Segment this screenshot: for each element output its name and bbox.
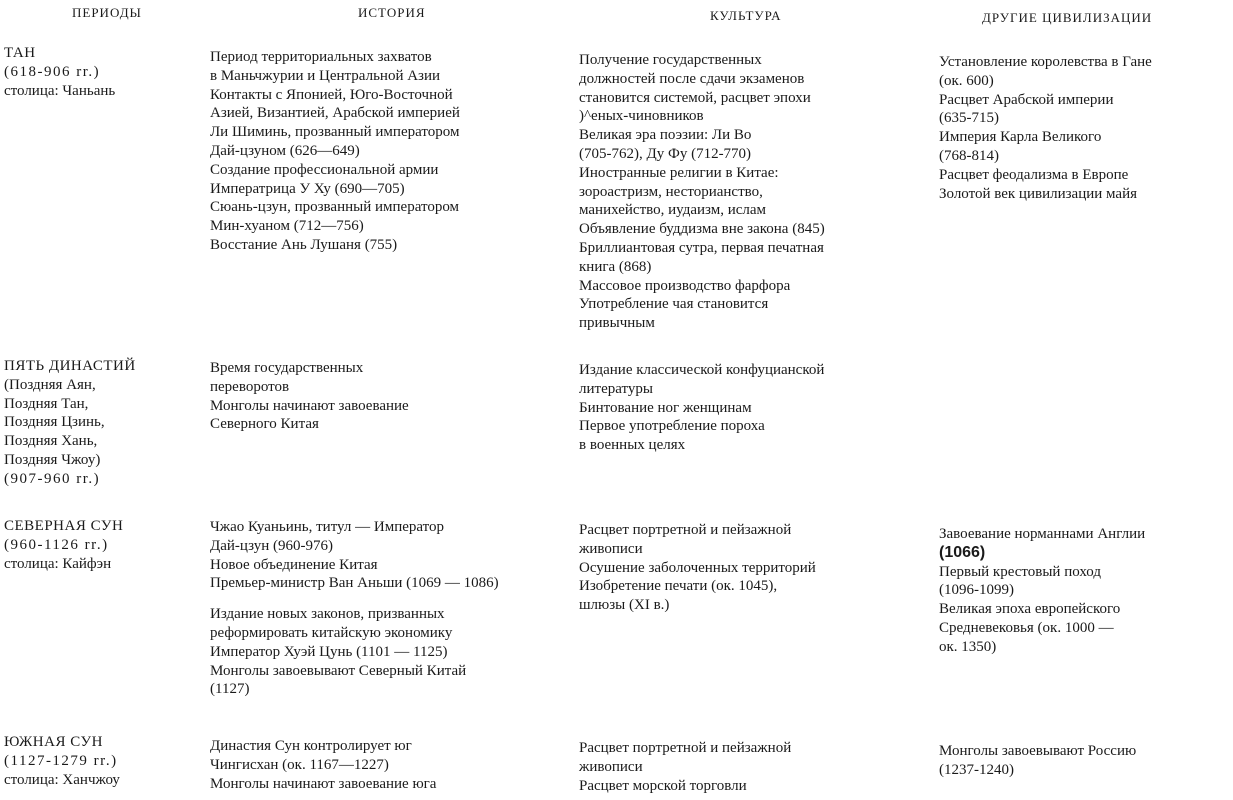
row-tang-period — [4, 44, 115, 100]
history-line: Императрица У Ху (690—705) — [210, 180, 405, 197]
row-five-dynasties-history — [210, 359, 409, 434]
period-subdynasty: Поздняя Тан, — [4, 395, 89, 412]
period-subdynasty: Поздняя Чжоу) — [4, 451, 101, 468]
culture-line: Расцвет портретной и пейзажной — [579, 740, 792, 756]
culture-line: Великая эра поэзии: Ли Во — [579, 127, 752, 144]
period-capital: столица: Кайфэн — [4, 555, 112, 572]
period-years: (618-906 rr.) — [4, 63, 101, 80]
other-line: ок. 1350) — [939, 638, 997, 655]
other-line: (ок. 600) — [939, 72, 994, 89]
row-northern-song-period — [4, 517, 123, 573]
culture-line: Получение государственных — [579, 52, 762, 68]
period-name: СЕВЕРНАЯ СУН — [4, 518, 124, 534]
culture-line: )^еных-чиновников — [579, 108, 704, 125]
history-line: Ли Шиминь, прозванный императором — [210, 124, 460, 141]
header-culture: КУЛЬТУРА — [710, 8, 782, 23]
culture-line: Бинтование ног женщинам — [579, 399, 752, 416]
other-line: (1237-1240) — [939, 761, 1014, 778]
culture-line: Изобретение печати (ок. 1045), — [579, 578, 778, 595]
other-line: Расцвет Арабской империи — [939, 91, 1114, 108]
other-line: Первый крестовый поход — [939, 563, 1101, 580]
other-line: Империя Карла Великого — [939, 129, 1102, 146]
row-five-dynasties-period — [4, 357, 136, 489]
other-line: Золотой век цивилизации майя — [939, 185, 1137, 202]
culture-line: Бриллиантовая сутра, первая печатная — [579, 239, 824, 256]
header-periods: ПЕРИОДЫ — [72, 5, 142, 20]
history-line: переворотов — [210, 378, 290, 395]
row-five-dynasties-culture — [579, 361, 824, 455]
culture-line: Массовое производство фарфора — [579, 277, 791, 294]
history-line: Премьер-министр Ван Аньши (1069 — 1086) — [210, 575, 499, 592]
other-line: Установление королевства в Гане — [939, 54, 1152, 70]
culture-line: должностей после сдачи экзаменов — [579, 70, 805, 87]
period-subdynasty: Поздняя Хань, — [4, 433, 98, 450]
culture-line: привычным — [579, 315, 655, 332]
period-name: ЮЖНАЯ СУН — [4, 734, 103, 750]
other-line: Средневековья (ок. 1000 — — [939, 619, 1114, 636]
culture-line: в военных целях — [579, 437, 686, 454]
row-tang-other — [939, 53, 1152, 203]
period-years: (960-1126 rr.) — [4, 536, 109, 553]
other-line: (768-814) — [939, 147, 999, 164]
history-line: Северного Китая — [210, 416, 319, 433]
culture-line: Употребление чая становится — [579, 296, 769, 313]
period-capital: столица: Чаньань — [4, 82, 116, 99]
culture-line: манихейство, иудаизм, ислам — [579, 202, 767, 219]
culture-line: зороастризм, несторианство, — [579, 183, 763, 200]
culture-line: живописи — [579, 758, 643, 775]
row-northern-song-culture — [579, 521, 816, 615]
other-line: Завоевание норманнами Англии — [939, 526, 1146, 542]
row-northern-song-other — [939, 525, 1145, 657]
culture-line: литературы — [579, 380, 653, 397]
history-line: Мин-хуаном (712—756) — [210, 218, 364, 235]
other-line: Монголы завоевывают Россию — [939, 743, 1137, 759]
culture-line: Расцвет морской торговли — [579, 777, 747, 794]
culture-line: шлюзы (XI в.) — [579, 597, 670, 614]
history-line: Чингисхан (ок. 1167—1227) — [210, 756, 389, 773]
other-line: Расцвет феодализма в Европе — [939, 166, 1129, 183]
history-line: Дай-цзуном (626—649) — [210, 142, 360, 159]
culture-line: Иностранные религии в Китае: — [579, 164, 779, 181]
row-southern-song-history — [210, 737, 436, 793]
history-line: Династия Сун контролирует юг — [210, 738, 412, 754]
history-line: Период территориальных захватов — [210, 49, 432, 65]
history-line: Новое объединение Китая — [210, 556, 378, 573]
history-line: Издание новых законов, призванных — [210, 606, 445, 623]
history-line: реформировать китайскую экономику — [210, 624, 453, 641]
culture-line: Объявление буддизма вне закона (845) — [579, 221, 825, 238]
culture-line: Расцвет портретной и пейзажной — [579, 522, 792, 538]
period-name: ПЯТЬ ДИНАСТИЙ — [4, 358, 136, 374]
history-line: Монголы начинают завоевание юга — [210, 775, 437, 792]
row-southern-song-other — [939, 742, 1136, 780]
header-history: ИСТОРИЯ — [358, 5, 426, 20]
culture-line: (705-762), Ду Фу (712-770) — [579, 145, 752, 162]
row-northern-song-history — [210, 518, 499, 699]
history-line: Монголы завоевывают Северный Китай — [210, 662, 467, 679]
history-line: в Маньчжурии и Центральной Азии — [210, 67, 441, 84]
culture-line: Осушение заболоченных территорий — [579, 559, 816, 576]
history-line: Чжао Куаньинь, титул — Император — [210, 519, 445, 535]
other-line: Великая эпоха европейского — [939, 601, 1121, 618]
history-line: Восстание Ань Лушаня (755) — [210, 236, 398, 253]
culture-line: живописи — [579, 540, 643, 557]
culture-line: становится системой, расцвет эпохи — [579, 89, 811, 106]
history-line: Монголы начинают завоевание — [210, 397, 409, 414]
period-subdynasty: Поздняя Цзинь, — [4, 414, 105, 431]
paragraph-gap — [210, 593, 499, 605]
culture-line: Издание классической конфуцианской — [579, 362, 825, 378]
other-line-bold-year: (1066) — [939, 543, 986, 561]
history-line: Азией, Византией, Арабской империей — [210, 105, 460, 122]
history-line: Дай-цзун (960-976) — [210, 537, 333, 554]
row-southern-song-culture — [579, 739, 791, 795]
period-years: (1127-1279 rr.) — [4, 752, 118, 769]
other-line: (635-715) — [939, 110, 999, 127]
period-capital: столица: Ханчжоу — [4, 771, 120, 788]
row-tang-history — [210, 48, 460, 255]
header-other-civilizations: ДРУГИЕ ЦИВИЛИЗАЦИИ — [982, 10, 1153, 25]
period-subdynasty: (Поздняя Аян, — [4, 376, 96, 393]
history-line: Император Хуэй Цунь (1101 — 1125) — [210, 643, 448, 660]
history-line: (1127) — [210, 681, 250, 698]
history-line: Контакты с Японией, Юго-Восточной — [210, 86, 453, 103]
history-line: Сюань-цзун, прозванный императором — [210, 199, 460, 216]
row-tang-culture — [579, 51, 825, 333]
history-line: Создание профессиональной армии — [210, 161, 439, 178]
period-name: ТАН — [4, 45, 36, 61]
culture-line: Первое употребление пороха — [579, 418, 765, 435]
row-southern-song-period — [4, 733, 120, 789]
culture-line: книга (868) — [579, 258, 652, 275]
other-line: (1096-1099) — [939, 582, 1014, 599]
period-years: (907-960 rr.) — [4, 470, 101, 487]
history-line: Время государственных — [210, 360, 364, 376]
